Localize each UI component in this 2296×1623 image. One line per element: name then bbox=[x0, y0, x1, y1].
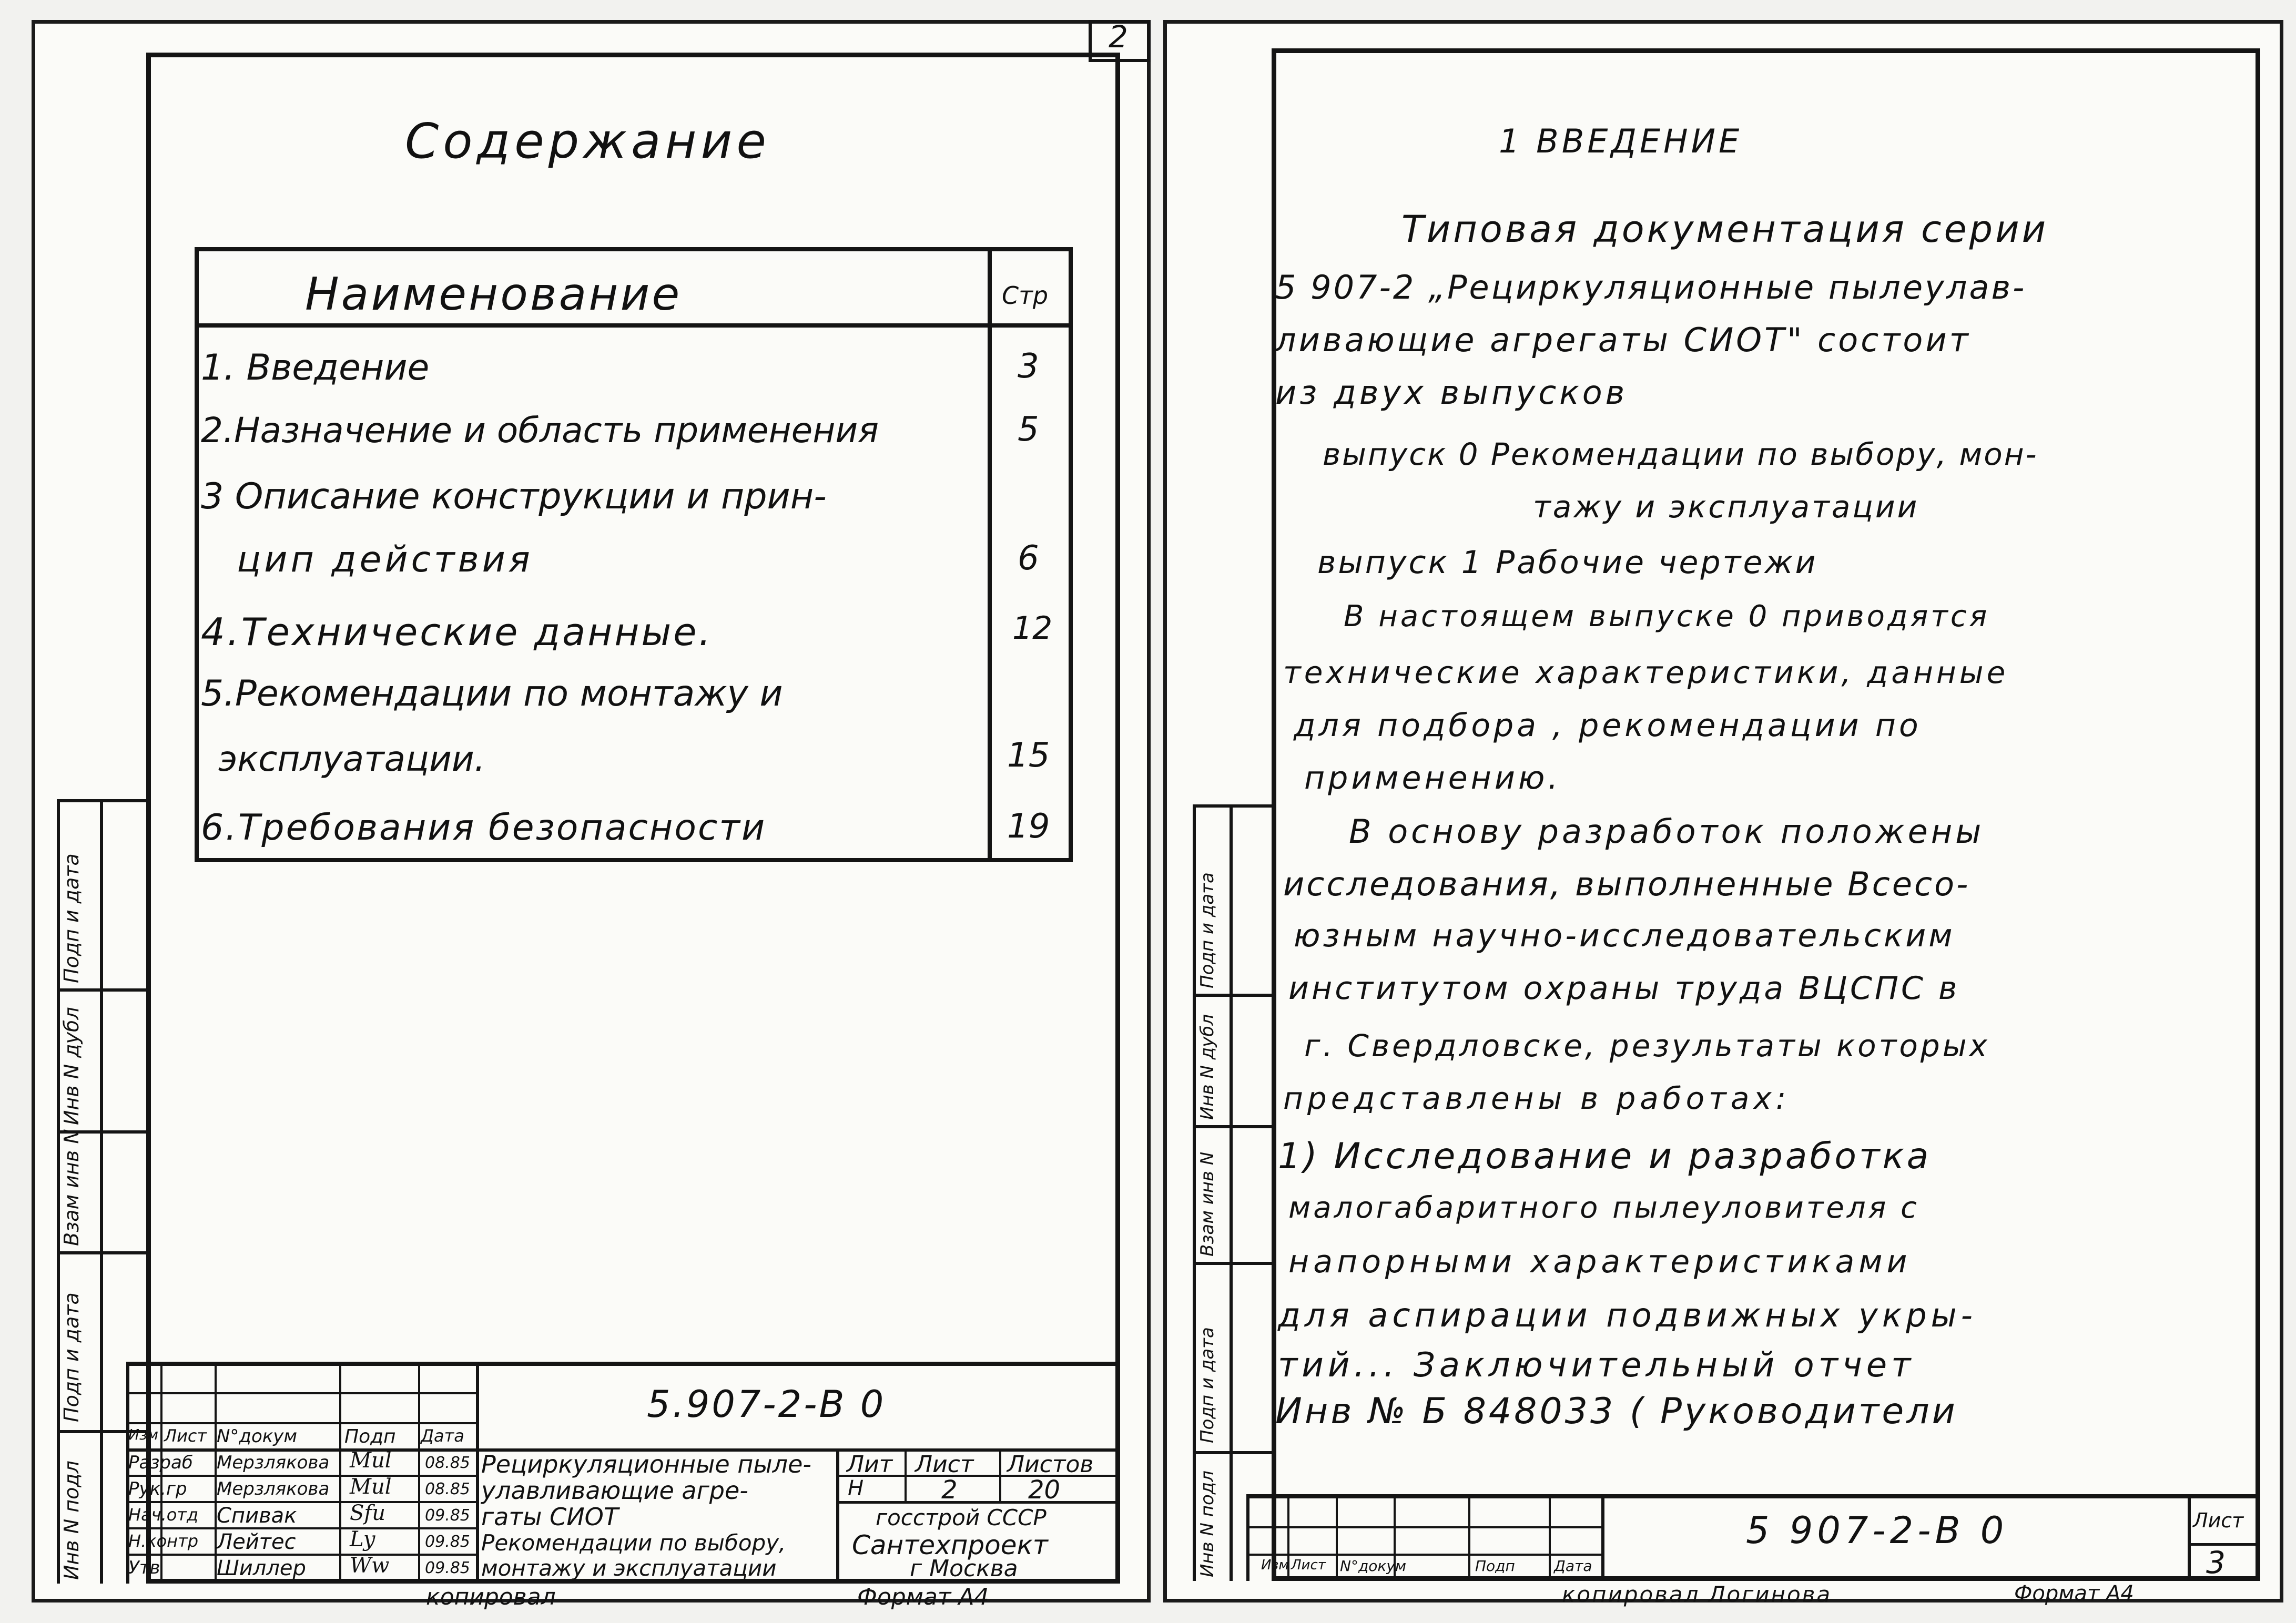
body-line-11: применению. bbox=[1304, 760, 1561, 797]
right-col-izm: Изм bbox=[1261, 1557, 1289, 1573]
body-line-5: выпуск 0 Рекомендации по выбору, мон- bbox=[1323, 436, 2038, 472]
right-side-label-podp-data-2: Подп и дата bbox=[1197, 872, 1218, 988]
name-nachotd: Спивак bbox=[217, 1504, 297, 1528]
role-nachotd: Нач.отд bbox=[128, 1505, 199, 1525]
body-line-8: В настоящем выпуске 0 приводятся bbox=[1344, 599, 1990, 634]
body-line-23: Инв № Б 848033 ( Руководители bbox=[1275, 1391, 1958, 1432]
left-doc-code: 5.907-2-В 0 bbox=[647, 1383, 886, 1426]
stamp-title-3: гаты СИОТ bbox=[481, 1503, 618, 1531]
page-title: Содержание bbox=[405, 113, 770, 169]
body-line-6: тажу и эксплуатации bbox=[1533, 489, 1919, 525]
right-strip-top bbox=[1193, 804, 1272, 808]
right-strip-divider-2 bbox=[1193, 1125, 1272, 1128]
toc-item-5-line-1: 5.Рекомендации по монтажу и bbox=[201, 673, 783, 714]
org-line-3: г Москва bbox=[910, 1555, 1018, 1582]
body-line-9: технические характеристики, данные bbox=[1283, 655, 2009, 690]
org-line-1: госстрой СССР bbox=[876, 1505, 1047, 1530]
left-format: Формат А4 bbox=[857, 1584, 989, 1610]
body-line-17: представлены в работах: bbox=[1283, 1080, 1791, 1116]
right-strip-mid-line bbox=[1230, 804, 1233, 1581]
toc-page-6: 19 bbox=[1007, 807, 1050, 846]
body-line-19: малогабаритного пылеуловителя с bbox=[1288, 1191, 1919, 1225]
toc-page-5: 15 bbox=[1007, 736, 1050, 775]
left-copied: копировал bbox=[426, 1584, 556, 1610]
side-label-inv-dubl: Инв N дубл bbox=[60, 1007, 83, 1125]
sheet-value: 2 bbox=[941, 1475, 958, 1505]
stamp-title-4: Рекомендации по выбору, bbox=[481, 1530, 786, 1556]
side-strip-divider-3 bbox=[57, 1251, 146, 1254]
toc-header-page: Стр bbox=[1002, 281, 1049, 310]
toc-item-6: 6.Требования безопасности bbox=[201, 807, 767, 849]
body-line-4: из двух выпусков bbox=[1275, 373, 1628, 412]
lit-label: Лит bbox=[847, 1451, 893, 1478]
toc-item-4: 4.Технические данные. bbox=[201, 610, 713, 654]
col-list: Лист bbox=[164, 1426, 207, 1446]
right-col-doc: N°докум bbox=[1340, 1557, 1407, 1575]
side-label-podp-data-1: Подп и дата bbox=[60, 1292, 83, 1422]
lit-value: Н bbox=[848, 1476, 864, 1500]
stamp-title-1: Рециркуляционные пыле- bbox=[481, 1450, 811, 1478]
right-side-label-vzam-inv: Взам инв N bbox=[1197, 1151, 1218, 1257]
role-rukgr: Рук.гр bbox=[128, 1478, 187, 1499]
col-data: Дата bbox=[421, 1426, 464, 1446]
sheets-label: Листов bbox=[1007, 1451, 1094, 1478]
body-line-22: тий... Заключительный отчет bbox=[1278, 1346, 1915, 1385]
sheets-value: 20 bbox=[1028, 1475, 1061, 1505]
side-strip-mid-line bbox=[100, 799, 103, 1584]
col-izm: Изм bbox=[128, 1426, 158, 1443]
right-col-list: Лист bbox=[1291, 1557, 1326, 1573]
toc-page-2: 5 bbox=[1018, 410, 1039, 449]
toc-item-1: 1. Введение bbox=[201, 347, 430, 389]
toc-page-3: 6 bbox=[1018, 539, 1039, 578]
right-strip-divider-3 bbox=[1193, 1262, 1272, 1265]
body-line-16: г. Свердловске, результаты которых bbox=[1304, 1028, 1990, 1064]
side-strip-top bbox=[57, 799, 146, 802]
org-line-2: Сантехпроект bbox=[852, 1530, 1048, 1560]
body-line-2: 5 907-2 „Рециркуляционные пылеулав- bbox=[1275, 268, 2027, 307]
right-col-data: Дата bbox=[1554, 1557, 1592, 1575]
sign-nkontr: Ly bbox=[350, 1527, 375, 1551]
toc-item-2: 2.Назначение и область применения bbox=[201, 410, 879, 451]
right-strip-divider-4 bbox=[1193, 1451, 1272, 1454]
toc-item-3-line-1: 3 Описание конструкции и прин- bbox=[201, 476, 827, 517]
sign-razrab: Mul bbox=[350, 1448, 392, 1473]
right-sheet-label: Лист bbox=[2193, 1509, 2244, 1532]
role-utv: Утв bbox=[128, 1557, 160, 1578]
date-razrab: 08.85 bbox=[425, 1454, 470, 1472]
toc-item-5-line-2: эксплуатации. bbox=[218, 739, 485, 779]
right-side-label-podp-data-1: Подп и дата bbox=[1197, 1327, 1218, 1443]
name-rukgr: Мерзлякова bbox=[217, 1478, 330, 1499]
sign-utv: Ww bbox=[350, 1554, 390, 1578]
body-line-3: ливающие агрегаты СИОТ" состоит bbox=[1275, 321, 1971, 359]
body-line-12: В основу разработок положены bbox=[1349, 812, 1985, 851]
body-line-15: институтом охраны труда ВЦСПС в bbox=[1288, 970, 1960, 1007]
right-side-label-inv-dubl: Инв N дубл bbox=[1197, 1014, 1218, 1120]
right-col-podp: Подп bbox=[1475, 1557, 1515, 1575]
right-strip-divider-1 bbox=[1193, 994, 1272, 997]
stamp-title-5: монтажу и эксплуатации bbox=[481, 1555, 777, 1581]
body-line-13: исследования, выполненные Всесо- bbox=[1283, 865, 1970, 903]
body-line-1: Типовая документация серии bbox=[1401, 208, 2049, 251]
date-nkontr: 09.85 bbox=[425, 1533, 470, 1551]
body-line-20: напорными характеристиками bbox=[1288, 1243, 1912, 1280]
side-label-vzam-inv: Взам инв N bbox=[60, 1129, 83, 1246]
side-label-inv-podl: Инв N подл bbox=[60, 1461, 83, 1580]
sign-rukgr: Mul bbox=[350, 1475, 392, 1499]
sheet-label: Лист bbox=[915, 1451, 974, 1478]
date-utv: 09.85 bbox=[425, 1559, 470, 1577]
right-format: Формат А4 bbox=[2014, 1581, 2134, 1606]
toc-item-3-line-2: цип действия bbox=[237, 539, 533, 580]
toc-page-1: 3 bbox=[1018, 347, 1039, 386]
stamp-title-2: улавливающие агре- bbox=[481, 1476, 748, 1505]
col-doc: N°докум bbox=[217, 1426, 298, 1447]
right-side-label-inv-podl: Инв N подл bbox=[1197, 1470, 1218, 1577]
right-strip-left-line bbox=[1193, 804, 1196, 1581]
body-line-21: для аспирации подвижных укры- bbox=[1278, 1296, 1977, 1334]
side-label-podp-data-2: Подп и дата bbox=[60, 853, 83, 983]
right-doc-code: 5 907-2-В 0 bbox=[1746, 1509, 2008, 1552]
col-podp: Подп bbox=[344, 1426, 396, 1447]
name-nkontr: Лейтес bbox=[217, 1530, 296, 1554]
date-rukgr: 08.85 bbox=[425, 1480, 470, 1498]
toc-header-name: Наименование bbox=[305, 268, 682, 321]
toc-page-4: 12 bbox=[1012, 610, 1053, 647]
section-heading: 1 ВВЕДЕНИЕ bbox=[1499, 122, 1743, 160]
date-nachotd: 09.85 bbox=[425, 1506, 470, 1525]
role-nkontr: Н.контр bbox=[128, 1531, 199, 1551]
body-line-18: 1) Исследование и разработка bbox=[1278, 1136, 1932, 1177]
body-line-14: юзным научно-исследовательским bbox=[1294, 917, 1955, 954]
body-line-10: для подбора , рекомендации по bbox=[1294, 707, 1922, 744]
sign-nachotd: Sfu bbox=[350, 1501, 385, 1525]
name-utv: Шиллер bbox=[217, 1556, 306, 1580]
corner-sheet-number: 2 bbox=[1109, 19, 1128, 55]
side-strip-divider-1 bbox=[57, 988, 146, 992]
right-copied: копировал Логинова bbox=[1562, 1581, 1832, 1607]
name-razrab: Мерзлякова bbox=[217, 1452, 330, 1473]
toc-header-divider bbox=[195, 323, 1073, 328]
body-line-7: выпуск 1 Рабочие чертежи bbox=[1317, 544, 1818, 581]
right-sheet-value: 3 bbox=[2206, 1545, 2226, 1580]
role-razrab: Разраб bbox=[128, 1452, 193, 1473]
toc-page-column-divider bbox=[988, 247, 992, 862]
